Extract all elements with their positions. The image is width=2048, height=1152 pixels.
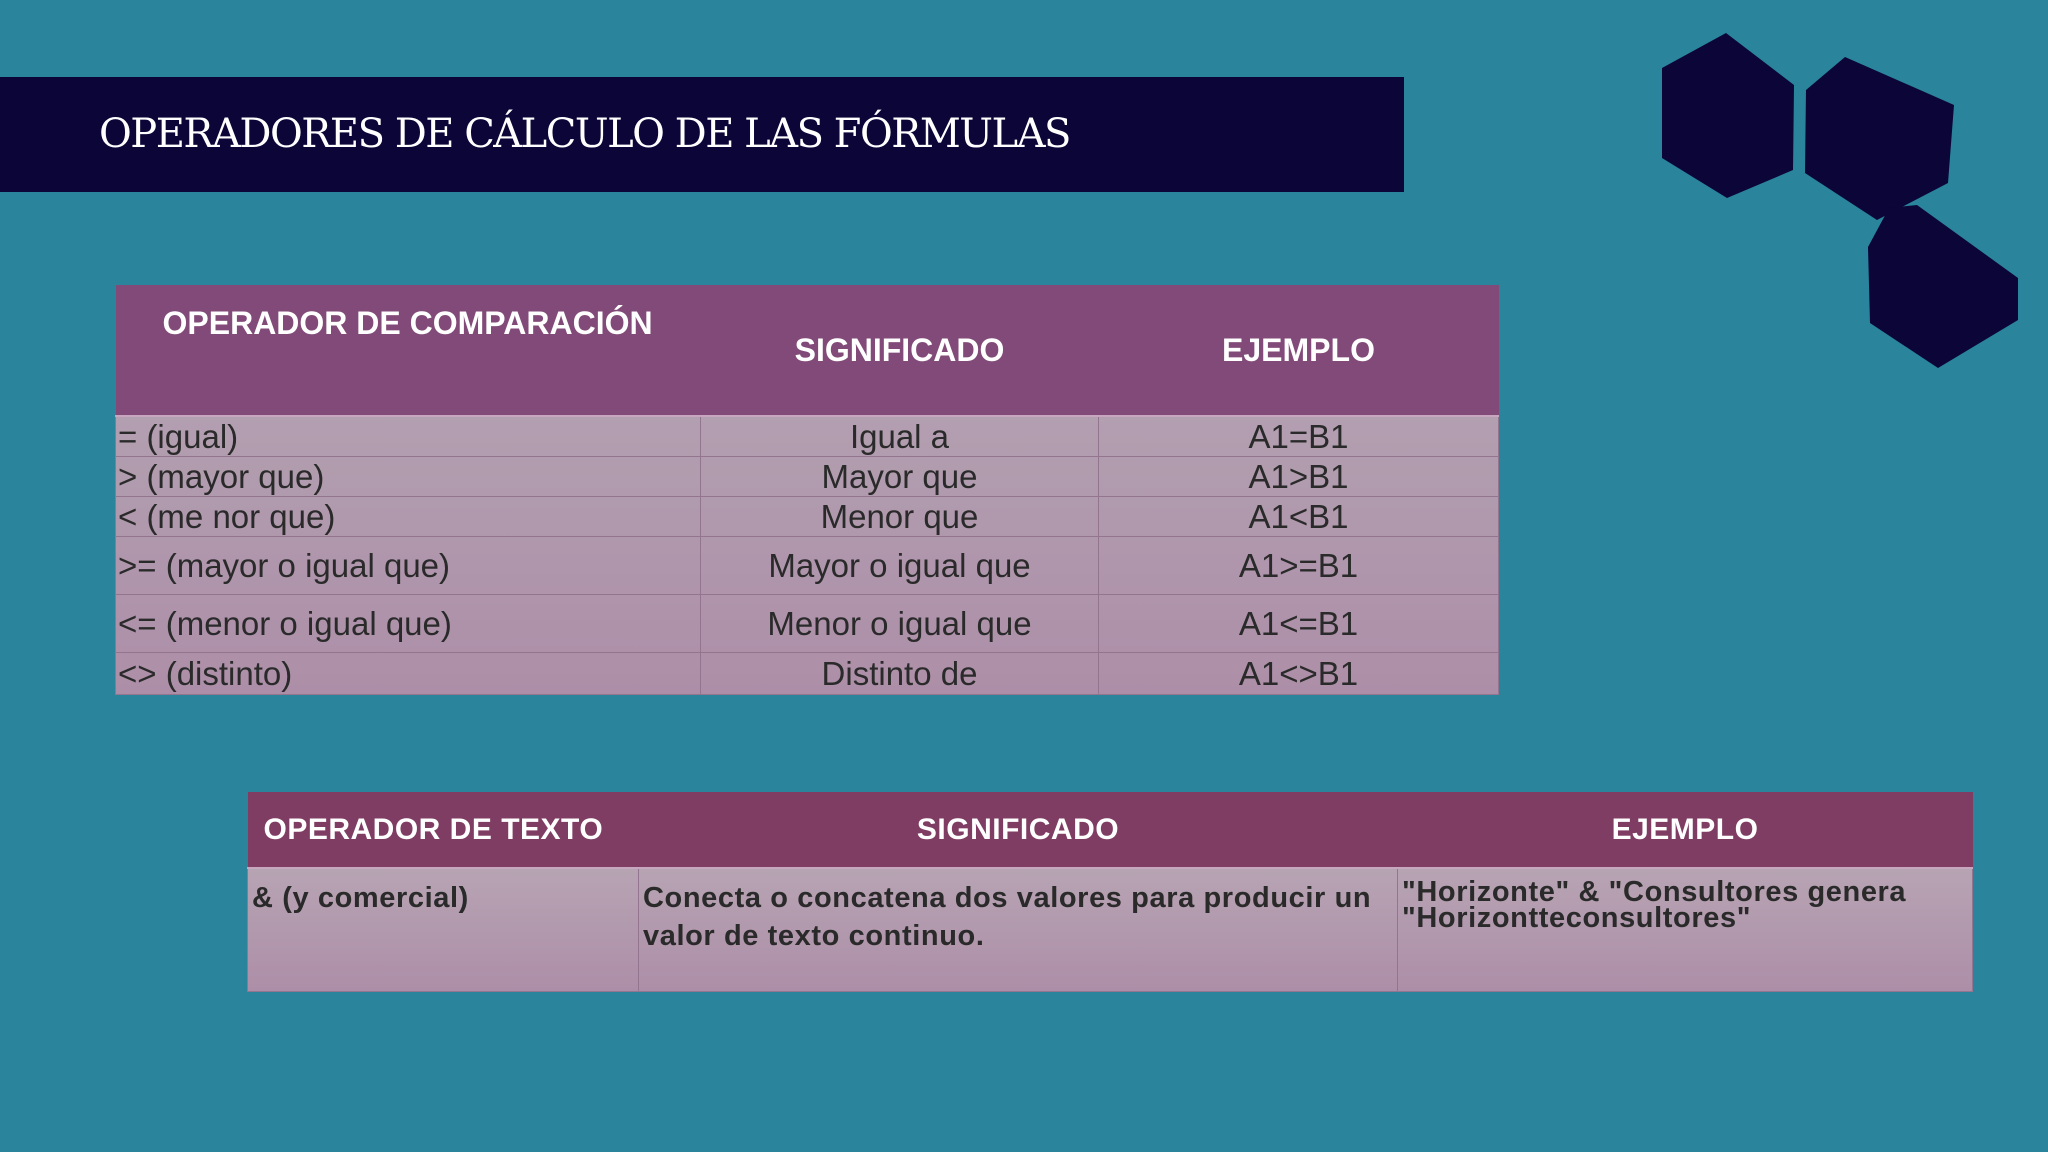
operator-cell: & (y comercial) [248,868,639,992]
table-header-row [116,285,1499,416]
operator-cell: >= (mayor o igual que) [116,537,701,595]
meaning-cell: Menor o igual que [701,595,1099,653]
table-row [116,416,1499,457]
table-row [116,653,1499,695]
header-example: EJEMPLO [1099,285,1499,416]
table-row [248,868,1973,992]
title-banner [0,77,1404,192]
example-cell: A1=B1 [1099,416,1499,457]
meaning-cell: Mayor que [701,457,1099,497]
example-cell: A1<B1 [1099,497,1499,537]
operator-cell: = (igual) [116,416,701,457]
meaning-cell: Mayor o igual que [701,537,1099,595]
meaning-cell: Conecta o concatena dos valores para producir un valor de texto continuo. [639,868,1398,992]
meaning-cell: Menor que [701,497,1099,537]
table-row [116,497,1499,537]
meaning-cell: Igual a [701,416,1099,457]
header-operator: OPERADOR DE COMPARACIÓN [116,285,701,416]
hexagon-shape [1805,57,1954,220]
operator-cell: <> (distinto) [116,653,701,695]
meaning-cell: Distinto de [701,653,1099,695]
table-row [116,457,1499,497]
header-operator: OPERADOR DE TEXTO [248,792,639,868]
hexagon-shape [1868,205,2018,368]
text-operator-table [247,792,1973,992]
table-header-row [248,792,1973,868]
hexagon-decoration [1640,20,2040,380]
hexagon-shape [1662,33,1794,198]
page-title: OPERADORES DE CÁLCULO DE LAS FÓRMULAS [99,111,1070,157]
comparison-operators-table [115,285,1499,695]
header-meaning: SIGNIFICADO [701,285,1099,416]
operator-cell: <= (menor o igual que) [116,595,701,653]
example-cell: A1>B1 [1099,457,1499,497]
operator-cell: > (mayor que) [116,457,701,497]
table-row [116,595,1499,653]
example-cell: A1<>B1 [1099,653,1499,695]
operator-cell: < (me nor que) [116,497,701,537]
header-example: EJEMPLO [1398,792,1973,868]
example-cell: A1>=B1 [1099,537,1499,595]
example-cell: "Horizonte" & "Consultores genera "Horizontteconsultores" [1398,868,1973,992]
table-row [116,537,1499,595]
example-cell: A1<=B1 [1099,595,1499,653]
header-meaning: SIGNIFICADO [639,792,1398,868]
